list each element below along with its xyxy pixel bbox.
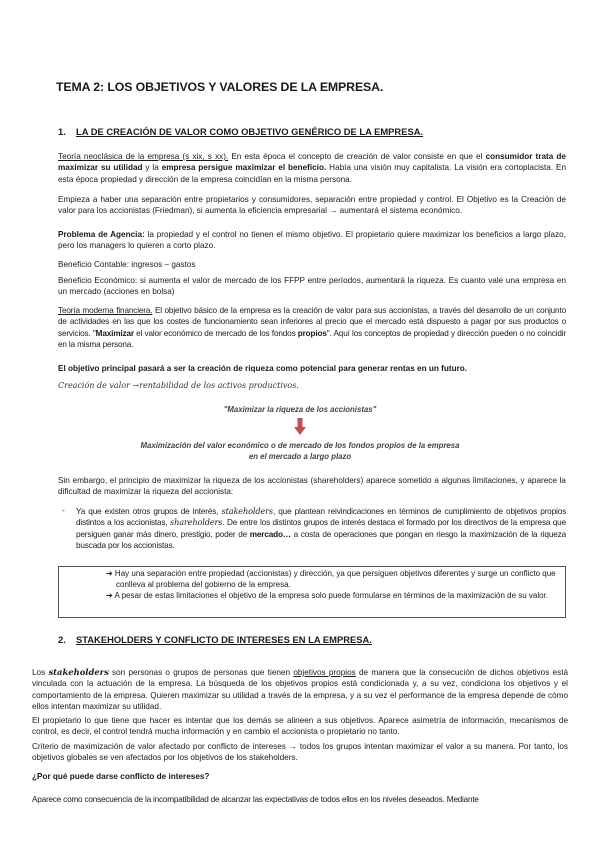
neoclassical-bold-1: consumidor trata de maximizar su utilidad — [58, 152, 566, 173]
paragraph-stakeholders-def — [32, 667, 568, 712]
stakeholders-text-b: son personas o grupos de personas que tienen — [108, 668, 294, 677]
bullet-stakeholders — [76, 506, 566, 551]
bullet-bold-mercado: mercado… — [249, 529, 291, 539]
modern-theory-text-d: ". Aquí los conceptos de propiedad y dirección pueden o no coincidir en la misma persona. — [58, 328, 566, 349]
arrow-down-icon — [294, 418, 306, 436]
modern-theory-bold-2: propios — [297, 328, 327, 338]
agency-lead: Problema de Agencia: — [58, 230, 145, 239]
paragraph-limitations: Sin embargo, el principio de maximizar la riqueza de los accionistas (shareholders) aparece sometido a algunas limitaciones, y aparece la dificultad de maximizar la riqueza del accionista: — [58, 476, 566, 497]
section-2-title: STAKEHOLDERS Y CONFLICTO DE INTERESES EN LA EMPRESA. — [76, 634, 372, 645]
stakeholders-underlined: objetivos propios — [293, 668, 356, 677]
paragraph-beneficio-economico: Beneficio Económico: si aumenta el valor de mercado de los FFPP entre períodos, aumentará la riqueza. Es cuanto vale una empresa en un mercado (acciones en bolsa) — [58, 276, 566, 297]
section-1-number: 1. — [58, 126, 66, 137]
diagram-bottom-box: Maximización del valor económico o de mercado de los fondos propios de la empresa en el mercado a largo plazo — [140, 441, 460, 461]
paragraph-incompatibility: Aparece como consecuencia de la incompatibilidad de alcanzar las expectativas de todos ellos en los niveles deseados. Mediante — [32, 795, 479, 804]
bullet-shareholders-word: shareholders — [170, 517, 223, 528]
neoclassical-text-a: En esta época el concepto de creación de valor consiste en que el — [228, 152, 486, 161]
conclusion-line-1: ➔ Hay una separación entre propiedad (accionistas) y dirección, ya que persiguen objetivos diferentes y surge un conflicto que conlleva al problema del gobierno de la empresa. — [106, 569, 556, 589]
stakeholders-word: stakeholders — [48, 667, 109, 677]
bullet-text-a: Ya que existen otros grupos de interés, — [76, 507, 222, 516]
stakeholders-text-a: Los — [32, 668, 49, 677]
neoclassical-bold-2: empresa persigue maximizar el beneficio. — [161, 163, 327, 173]
neoclassical-text-d: Había una visión muy capitalista. La visión era cortoplacista. En esta época propiedad y dirección de la empresa coincidían en la misma persona. — [58, 163, 567, 184]
bullet-text-d: a costa de operaciones que pongan en riesgo la maximización de la riqueza buscada por los accionistas. — [76, 529, 566, 550]
modern-theory-text-a: El objetivo básico de la empresa es la creación de valor para sus accionistas, a través del desarrollo de un conjunto de actividades en las que los costes de funcionamiento sean inferiores al precio que el mercado está dispuesto a pagar por sus productos o servicios. " — [58, 306, 566, 338]
paragraph-criteria: Criterio de maximización de valor afectado por conflicto de intereses → todos los grupos intentan maximizar el valor a su manera. Por tanto, los objetivos globales se ven afectados por los objetivos de los stakeholders. — [32, 742, 568, 763]
section-2-heading — [58, 634, 372, 645]
bullet-dash: - — [62, 506, 65, 515]
page-title: TEMA 2: LOS OBJETIVOS Y VALORES DE LA EMPRESA. — [56, 80, 384, 94]
conclusion-line-2: ➔ A pesar de estas limitaciones el objetivo de la empresa solo puede formularse en términos de la maximización de su valor. — [106, 591, 549, 600]
bullet-stakeholders-word: stakeholders — [221, 506, 273, 516]
diagram-top-box: "Maximizar la riqueza de los accionistas" — [223, 405, 377, 414]
modern-theory-bold-1: Maximizar — [95, 328, 134, 338]
section-2-number: 2. — [58, 634, 66, 645]
section-1-heading — [58, 126, 423, 137]
bullet-text-c: . De entre los distintos grupos de interés destaca el formado por los directivos de la empresa que persiguen ganar más dinero, prestigio, poder de — [76, 518, 566, 539]
stakeholders-text-c: de manera que la consecución de dichos objetivos está vinculada con la actuación de la empresa. La búsqueda de los objetivos propios está condicionada y, a su vez, condiciona los objetivos y el comportamiento de la empresa. Quieren maximizar su utilidad a través de la empresa, y a su vez el performance de la empresa depende de cómo ellos intentan maximizar su utilidad. — [32, 668, 569, 711]
agency-text: la propiedad y el control no tienen el mismo objetivo. El propietario quiere maximizar los beneficios a largo plazo, pero los managers lo quieren a corto plazo. — [58, 230, 566, 251]
paragraph-agency — [58, 229, 566, 252]
handwritten-note: Creación de valor →rentabilidad de los activos productivos. — [58, 381, 299, 390]
section-1-title: LA DE CREACIÓN DE VALOR COMO OBJETIVO GENÉRICO DE LA EMPRESA. — [76, 126, 424, 137]
paragraph-owner: El propietario lo que tiene que hacer es intentar que los demás se alineen a sus objetivos. Aparece asimetría de información, mecanismos de control, es decir, el control tendrá mucha información y en cambio el accionista o propietario no tanto. — [32, 716, 568, 737]
bullet-text-b: , que plantean reivindicaciones en términos de cumplimiento de objetivos propios distintos a los accionistas, — [76, 507, 567, 528]
neoclassical-text-c: y la — [142, 163, 162, 173]
paragraph-main-objective: El objetivo principal pasará a ser la creación de riqueza como potencial para generar rentas en un futuro. — [58, 364, 468, 373]
neoclassical-lead: Teoría neoclásica de la empresa (s xix, s xx). — [58, 152, 229, 161]
paragraph-beneficio-contable: Beneficio Contable: ingresos – gastos — [58, 260, 196, 269]
paragraph-neoclassical — [58, 151, 566, 185]
paragraph-separation: Empieza a haber una separación entre propietarios y consumidores, separación entre propiedad y control. El Objetivo es la Creación de valor para los accionistas (Friedman), si aumenta la eficiencia empresarial → aumentará el sistema económico. — [58, 195, 566, 216]
question-conflict: ¿Por qué puede darse conflicto de intereses? — [32, 772, 210, 781]
paragraph-modern-theory — [58, 305, 566, 350]
modern-theory-lead: Teoría moderna financiera. — [58, 306, 153, 315]
modern-theory-text-c: el valor económico de mercado de los fondos — [133, 328, 298, 338]
